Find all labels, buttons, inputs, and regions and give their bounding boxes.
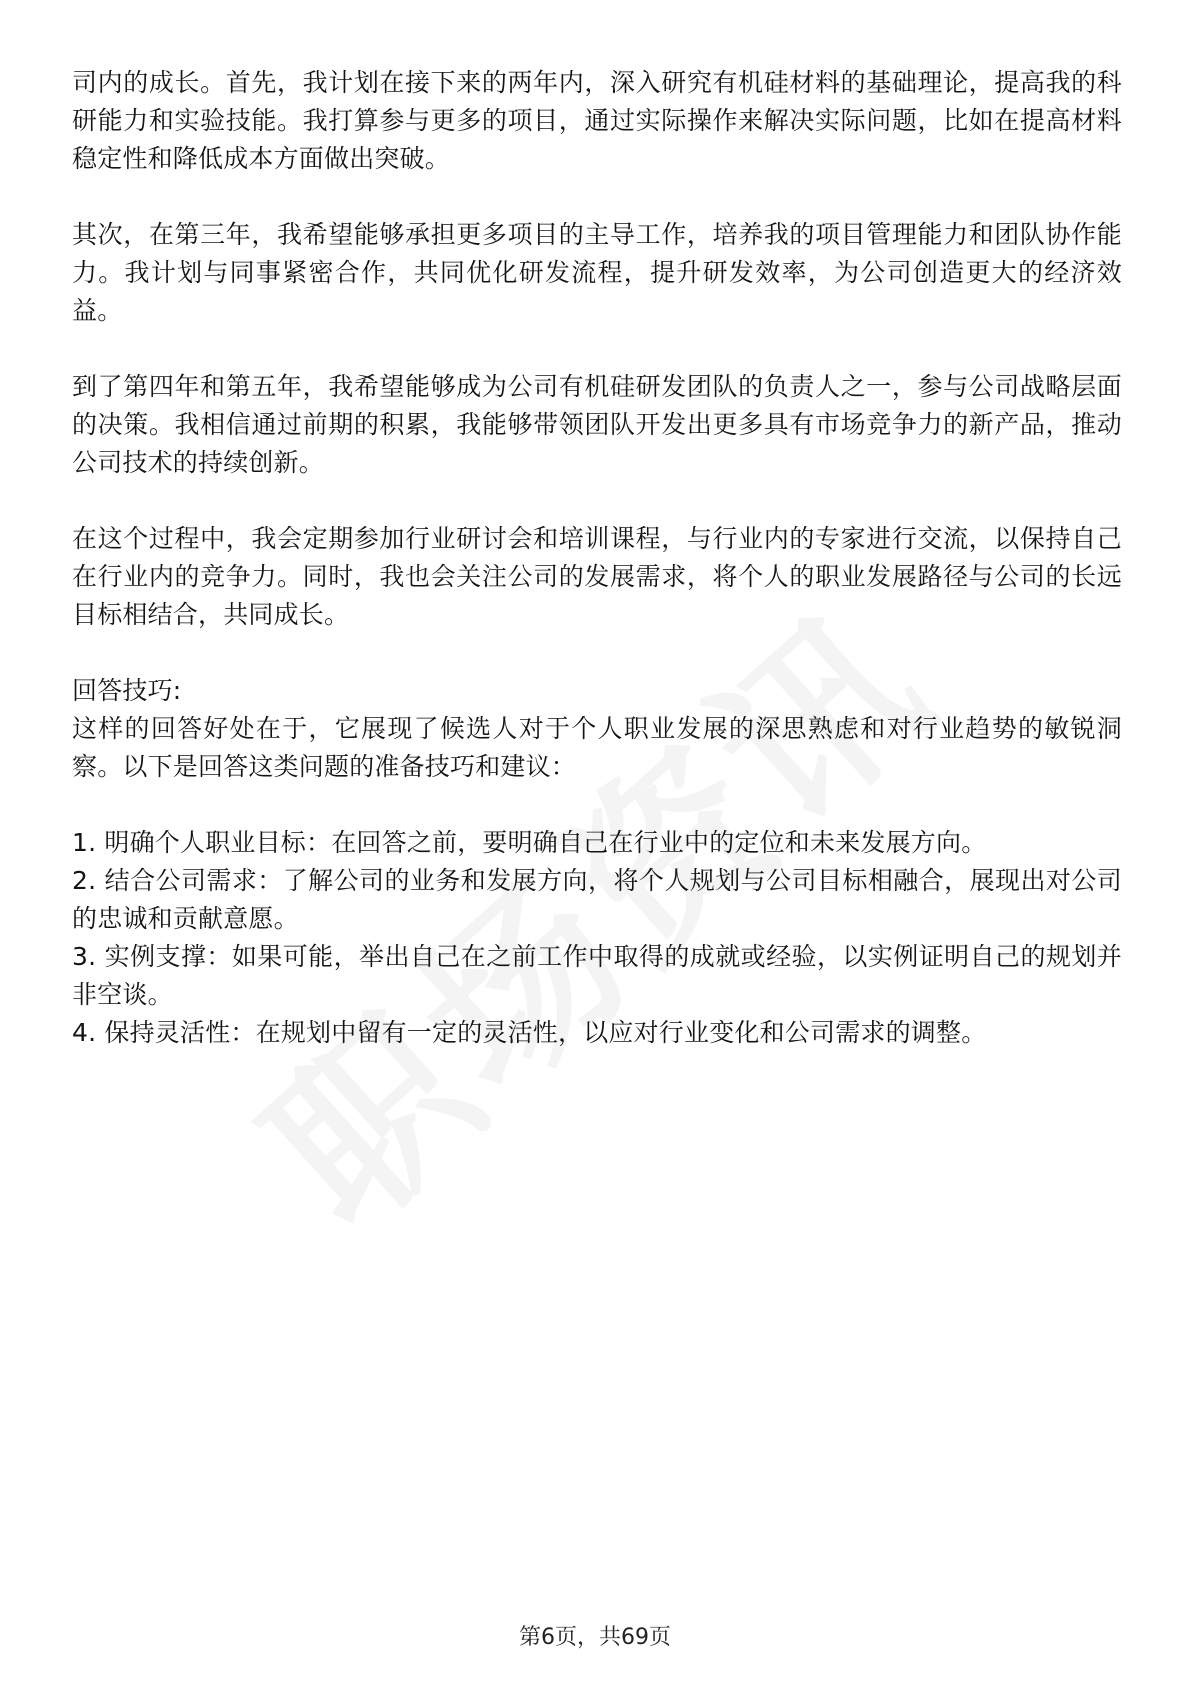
document-body (72, 64, 1122, 1052)
tips-list (72, 824, 1122, 1052)
tips-list-item: 4. 保持灵活性：在规划中留有一定的灵活性，以应对行业变化和公司需求的调整。 (72, 1018, 987, 1047)
paragraph-2: 其次，在第三年，我希望能够承担更多项目的主导工作，培养我的项目管理能力和团队协作能力。我计划与同事紧密合作，共同优化研发流程，提升研发效率，为公司创造更大的经济效益。 (72, 220, 1122, 325)
paragraph-3: 到了第四年和第五年，我希望能够成为公司有机硅研发团队的负责人之一，参与公司战略层面的决策。我相信通过前期的积累，我能够带领团队开发出更多具有市场竞争力的新产品，推动公司技术的持续创新。 (72, 372, 1122, 477)
paragraph-1: 司内的成长。首先，我计划在接下来的两年内，深入研究有机硅材料的基础理论，提高我的科研能力和实验技能。我打算参与更多的项目，通过实际操作来解决实际问题，比如在提高材料稳定性和降低成本方面做出突破。 (72, 68, 1122, 173)
page-number: 第6页，共69页 (519, 1625, 671, 1650)
paragraph-4: 在这个过程中，我会定期参加行业研讨会和培训课程，与行业内的专家进行交流，以保持自己在行业内的竞争力。同时，我也会关注公司的发展需求，将个人的职业发展路径与公司的长远目标相结合，共同成长。 (72, 524, 1122, 629)
tips-intro: 这样的回答好处在于，它展现了候选人对于个人职业发展的深思熟虑和对行业趋势的敏锐洞察。以下是回答这类问题的准备技巧和建议： (72, 714, 1122, 781)
tips-list-item: 3. 实例支撑：如果可能，举出自己在之前工作中取得的成就或经验，以实例证明自己的规划并非空谈。 (72, 942, 1122, 1009)
tips-heading: 回答技巧: (72, 676, 182, 705)
tips-list-item: 2. 结合公司需求：了解公司的业务和发展方向，将个人规划与公司目标相融合，展现出对公司的忠诚和贡献意愿。 (72, 866, 1122, 933)
tips-list-item: 1. 明确个人职业目标：在回答之前，要明确自己在行业中的定位和未来发展方向。 (72, 828, 987, 857)
